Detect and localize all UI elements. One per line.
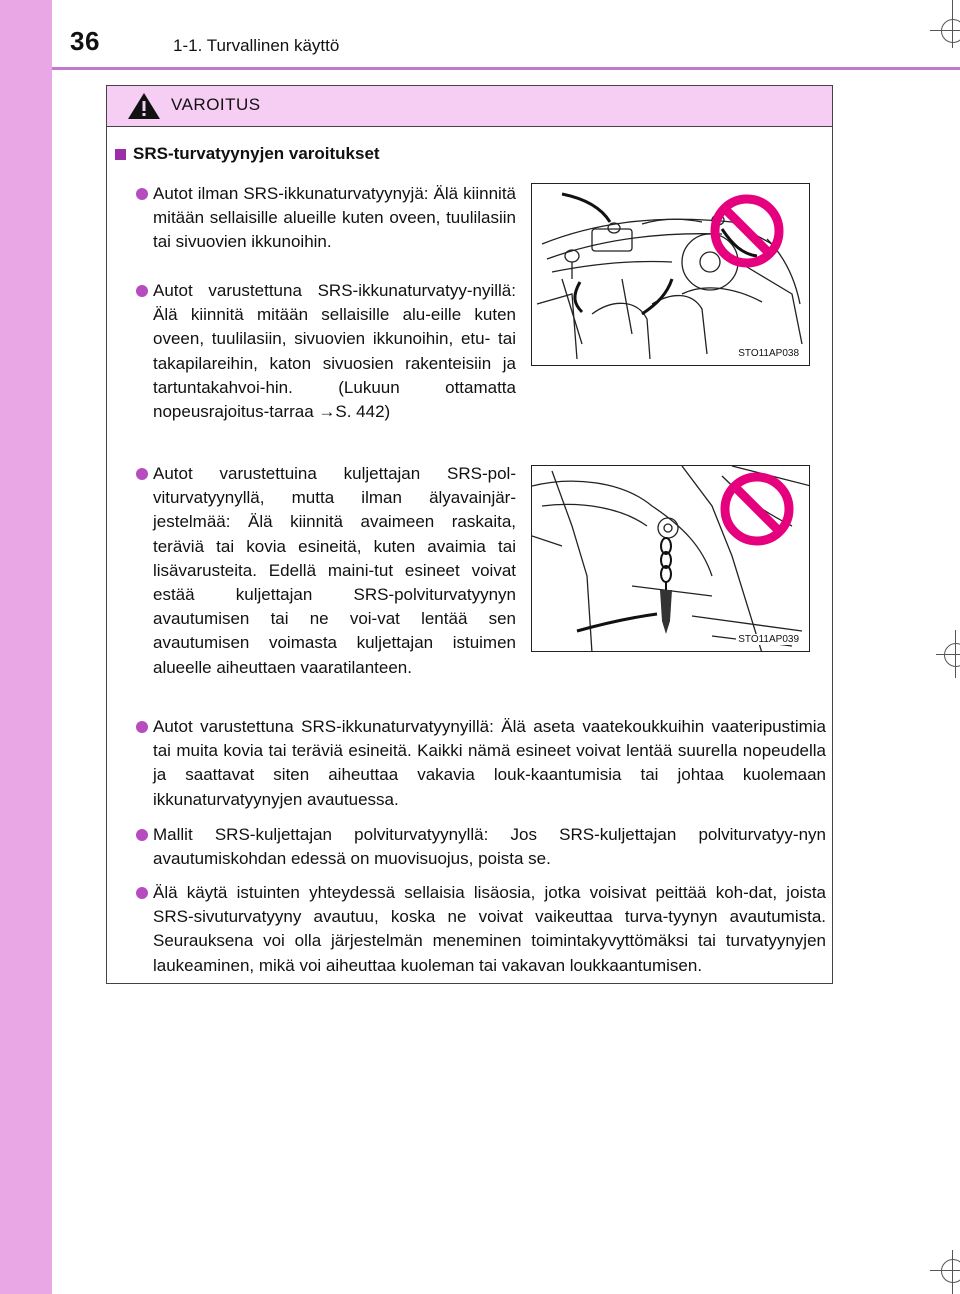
warning-box <box>106 85 833 984</box>
figure-door-area <box>531 183 810 366</box>
warning-subheading <box>115 144 380 164</box>
bullet-dot-icon <box>136 468 148 480</box>
figure-code: STO11AP038 <box>738 348 799 359</box>
warning-item <box>153 182 516 255</box>
subheading-text: SRS-turvatyynyjen varoitukset <box>133 144 380 163</box>
square-bullet-icon <box>115 149 126 160</box>
warning-triangle-icon <box>127 92 161 120</box>
bullet-dot-icon <box>136 829 148 841</box>
warning-item-text: Autot varustettuna SRS-ikkunaturvatyynyillä: Älä aseta vaatekoukkuihin vaateripustimia tai muita kovia tai teräviä esineitä. Kaikki nämä esineet voivat lentää suurella nopeudella ja saattavat siten aiheuttaa vakavia louk-kaantumisia tai johtaa kuolemaan ikkunaturvatyynyjen avautuessa. <box>153 717 826 809</box>
warning-item-text: Autot varustettuna SRS-ikkunaturvatyy-nyillä: Älä kiinnitä mitään sellaisille alu-eille kuten oveen, tuulilasiin, sivuovien ikkunoihin, etu- tai takapilareihin, katon sivuosien rakenteisiin ja tartuntakahvoi-hin. (Lukuun ottamatta nopeusrajoitus-tarraa →S. 442) <box>153 281 516 422</box>
no-sign-icon <box>710 194 784 268</box>
warning-item <box>153 881 826 978</box>
warning-item-text: Autot ilman SRS-ikkunaturvatyynyjä: Älä kiinnitä mitään sellaisille alueille kuten oveen, tuulilasiin tai sivuovien ikkunoihin. <box>153 184 516 252</box>
page-number: 36 <box>70 26 100 56</box>
warning-item <box>153 279 516 424</box>
section-title: 1-1. Turvallinen käyttö <box>173 36 340 55</box>
no-sign-icon <box>720 472 794 546</box>
warning-title: VAROITUS <box>171 95 261 114</box>
bullet-dot-icon <box>136 188 148 200</box>
header-rule <box>52 67 960 70</box>
chapter-sidebar-tab <box>0 0 52 1294</box>
warning-item-text: Autot varustettuina kuljettajan SRS-pol-viturvatyynyllä, mutta ilman älyavainjär-jestelmää: Älä kiinnitä avaimeen raskaita, teräviä tai kovia esineitä, kuten avaimia tai lisävarusteita. Edellä maini-tut esineet voivat estää kuljettajan SRS-polviturvatyynyn avautumisen tai ne voi-vat lentää sen avautumisen voimasta kuljettajan istuimen alueelle aiheuttaen vaaratilanteen. <box>153 464 516 677</box>
figure-code: STO11AP039 <box>738 634 799 645</box>
warning-header <box>107 86 832 127</box>
warning-item-text: Mallit SRS-kuljettajan polviturvatyynyllä: Jos SRS-kuljettajan polviturvatyy-nyn avautumiskohdan edessä on muovisuojus, poista se. <box>153 825 826 869</box>
warning-item <box>153 462 516 680</box>
warning-item <box>153 715 826 812</box>
bullet-dot-icon <box>136 887 148 899</box>
bullet-dot-icon <box>136 721 148 733</box>
warning-item <box>153 823 826 871</box>
warning-item-text: Älä käytä istuinten yhteydessä sellaisia lisäosia, jotka voisivat peittää koh-dat, joista SRS-sivuturvatyyny avautuu, koska ne voivat vaikeuttaa turva-tyynyn avautumista. Seurauksena voi olla järjestelmän meneminen toimintakyvyttömäksi tai turvatyynyjen laukeaminen, mikä voi aiheuttaa kuoleman tai vakavan loukkaantumisen. <box>153 883 826 975</box>
bullet-dot-icon <box>136 285 148 297</box>
figure-key-area <box>531 465 810 652</box>
